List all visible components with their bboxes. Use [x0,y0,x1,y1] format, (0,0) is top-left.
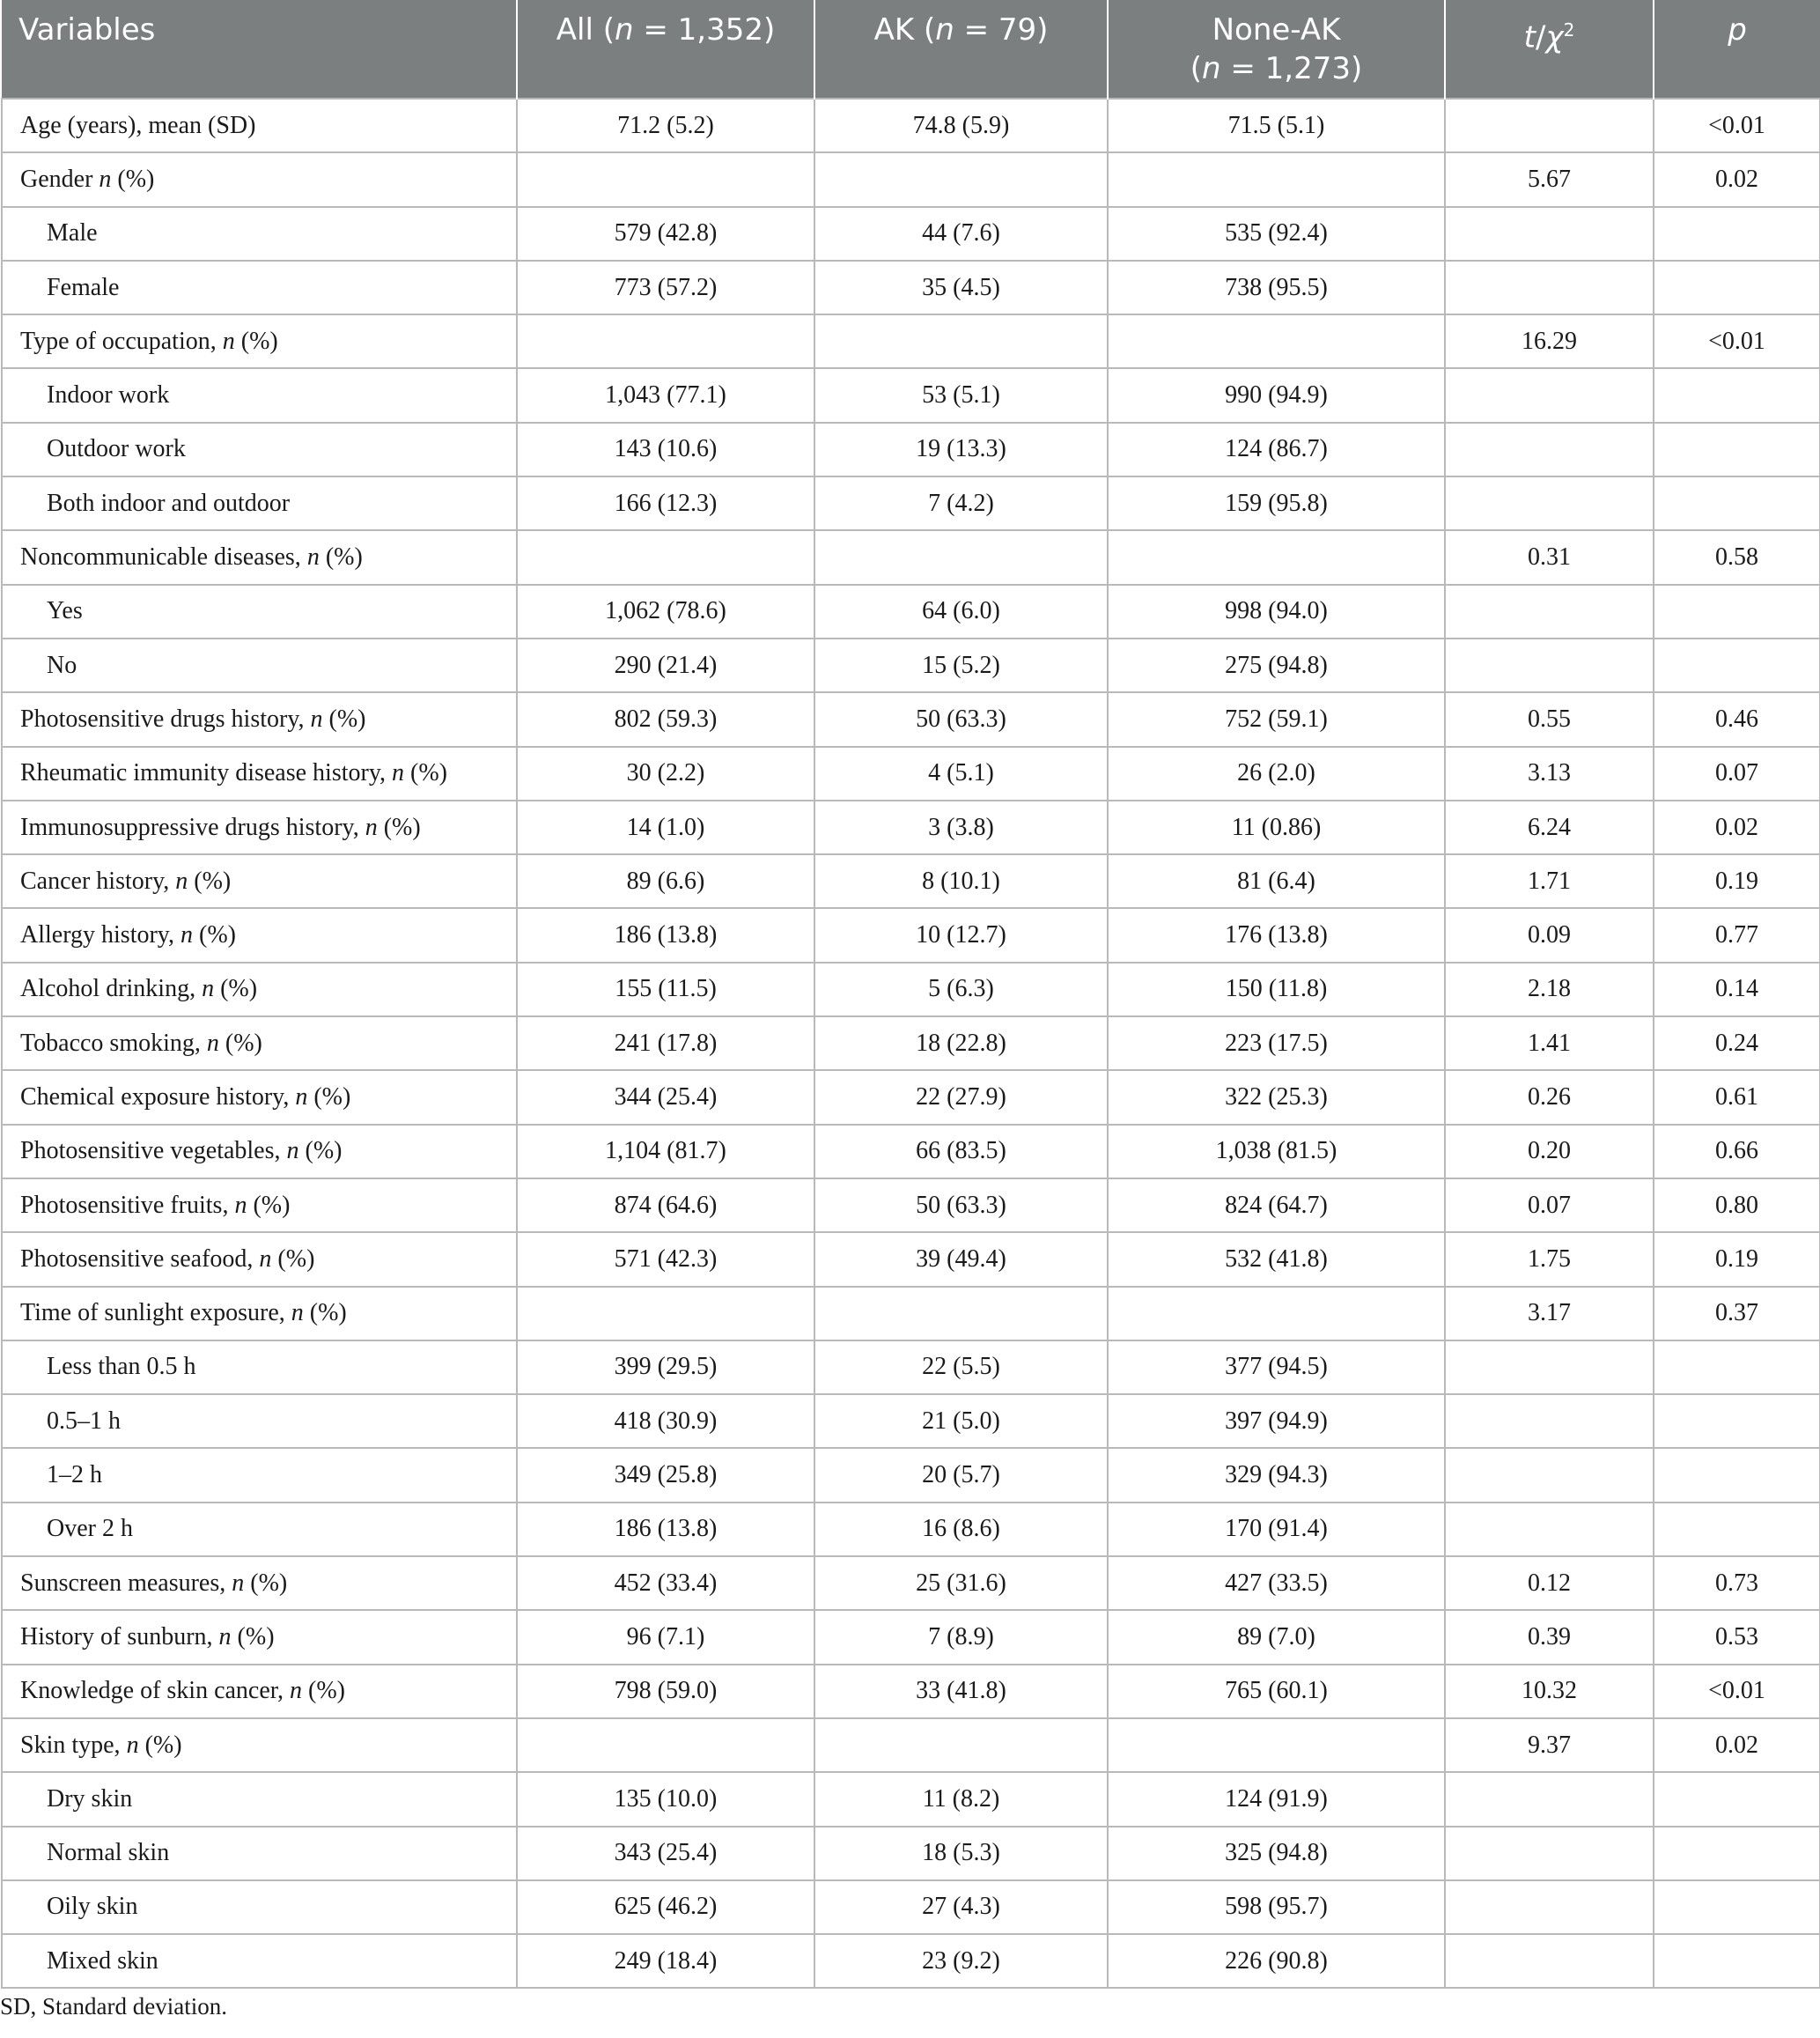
table-row [2,476,1820,530]
ak-cell [814,1718,1108,1772]
none-ak-cell: 598 (95.7) [1108,1880,1445,1934]
all-cell: 249 (18.4) [517,1934,814,1988]
p-value-cell: 0.02 [1654,801,1820,854]
statistic-cell: 0.39 [1445,1610,1654,1664]
header-row [2,0,1820,99]
ak-cell: 74.8 (5.9) [814,99,1108,152]
all-cell [517,314,814,368]
variable-cell: Photosensitive seafood, n (%) [2,1232,517,1286]
statistic-cell [1445,585,1654,639]
table-row [2,1556,1820,1610]
statistic-cell: 5.67 [1445,152,1654,206]
none-ak-cell: 11 (0.86) [1108,801,1445,854]
all-cell: 186 (13.8) [517,908,814,962]
all-cell: 874 (64.6) [517,1178,814,1232]
table-row [2,314,1820,368]
none-ak-cell: 71.5 (5.1) [1108,99,1445,152]
ak-cell: 22 (5.5) [814,1340,1108,1394]
header-ak: AK (n = 79) [814,0,1108,99]
none-ak-cell: 159 (95.8) [1108,476,1445,530]
header-p-value: p [1654,0,1820,99]
p-value-cell: 0.73 [1654,1556,1820,1610]
statistic-cell: 1.75 [1445,1232,1654,1286]
p-value-cell: 0.37 [1654,1287,1820,1340]
table-row [2,1287,1820,1340]
none-ak-cell: 765 (60.1) [1108,1665,1445,1718]
none-ak-cell: 223 (17.5) [1108,1016,1445,1070]
variable-cell: Chemical exposure history, n (%) [2,1070,517,1124]
ak-cell: 21 (5.0) [814,1394,1108,1448]
p-value-cell: <0.01 [1654,1665,1820,1718]
p-value-cell: 0.14 [1654,963,1820,1016]
variable-cell: Photosensitive drugs history, n (%) [2,692,517,746]
ak-cell [814,530,1108,584]
all-cell: 571 (42.3) [517,1232,814,1286]
table-row [2,1232,1820,1286]
ak-cell: 16 (8.6) [814,1503,1108,1556]
ak-cell: 15 (5.2) [814,639,1108,692]
ak-cell: 11 (8.2) [814,1772,1108,1826]
all-cell [517,152,814,206]
variable-cell: Male [2,207,517,261]
variable-cell: Immunosuppressive drugs history, n (%) [2,801,517,854]
p-value-cell [1654,1448,1820,1502]
p-value-cell: 0.24 [1654,1016,1820,1070]
none-ak-cell: 824 (64.7) [1108,1178,1445,1232]
statistic-cell [1445,368,1654,422]
all-cell: 290 (21.4) [517,639,814,692]
none-ak-cell: 170 (91.4) [1108,1503,1445,1556]
variable-cell: Photosensitive fruits, n (%) [2,1178,517,1232]
all-cell: 1,104 (81.7) [517,1125,814,1178]
none-ak-cell: 532 (41.8) [1108,1232,1445,1286]
ak-cell: 22 (27.9) [814,1070,1108,1124]
table-row [2,963,1820,1016]
table-row [2,1827,1820,1880]
table-row [2,1448,1820,1502]
all-cell: 143 (10.6) [517,423,814,476]
all-cell: 579 (42.8) [517,207,814,261]
table-header [2,0,1820,99]
table-row [2,639,1820,692]
table-row [2,1394,1820,1448]
all-cell: 349 (25.8) [517,1448,814,1502]
statistic-cell: 0.09 [1445,908,1654,962]
variable-cell: Oily skin [2,1880,517,1934]
none-ak-cell: 990 (94.9) [1108,368,1445,422]
p-value-cell: 0.77 [1654,908,1820,962]
p-value-cell: 0.61 [1654,1070,1820,1124]
statistic-cell: 0.31 [1445,530,1654,584]
p-value-cell [1654,1503,1820,1556]
none-ak-cell: 535 (92.4) [1108,207,1445,261]
none-ak-cell: 427 (33.5) [1108,1556,1445,1610]
ak-cell: 64 (6.0) [814,585,1108,639]
p-value-cell [1654,1880,1820,1934]
p-value-cell [1654,261,1820,314]
none-ak-cell [1108,1287,1445,1340]
all-cell: 241 (17.8) [517,1016,814,1070]
none-ak-cell: 176 (13.8) [1108,908,1445,962]
table-row [2,1340,1820,1394]
table-row [2,585,1820,639]
none-ak-cell: 738 (95.5) [1108,261,1445,314]
none-ak-cell: 150 (11.8) [1108,963,1445,1016]
all-cell: 96 (7.1) [517,1610,814,1664]
p-value-cell: 0.19 [1654,1232,1820,1286]
p-value-cell [1654,476,1820,530]
all-cell [517,1718,814,1772]
all-cell: 1,043 (77.1) [517,368,814,422]
statistic-cell: 10.32 [1445,1665,1654,1718]
header-variables: Variables [2,0,517,99]
table-row [2,1665,1820,1718]
ak-cell: 8 (10.1) [814,854,1108,908]
statistic-cell: 0.07 [1445,1178,1654,1232]
ak-cell: 10 (12.7) [814,908,1108,962]
header-none-ak: None-AK (n = 1,273) [1108,0,1445,99]
statistic-cell [1445,423,1654,476]
variable-cell: Photosensitive vegetables, n (%) [2,1125,517,1178]
variable-cell: Rheumatic immunity disease history, n (%) [2,747,517,801]
all-cell: 14 (1.0) [517,801,814,854]
none-ak-cell [1108,314,1445,368]
p-value-cell: 0.02 [1654,1718,1820,1772]
all-cell: 452 (33.4) [517,1556,814,1610]
p-value-cell: 0.80 [1654,1178,1820,1232]
ak-cell: 7 (8.9) [814,1610,1108,1664]
variable-cell: Over 2 h [2,1503,517,1556]
none-ak-cell: 322 (25.3) [1108,1070,1445,1124]
table-row [2,854,1820,908]
variable-cell: Noncommunicable diseases, n (%) [2,530,517,584]
p-value-cell: 0.58 [1654,530,1820,584]
statistic-cell [1445,207,1654,261]
table-row [2,530,1820,584]
table-row [2,908,1820,962]
p-value-cell [1654,1827,1820,1880]
ak-cell: 33 (41.8) [814,1665,1108,1718]
ak-cell: 50 (63.3) [814,692,1108,746]
all-cell: 166 (12.3) [517,476,814,530]
none-ak-cell: 275 (94.8) [1108,639,1445,692]
statistic-cell [1445,1934,1654,1988]
statistic-cell [1445,1503,1654,1556]
ak-cell: 20 (5.7) [814,1448,1108,1502]
ak-cell: 53 (5.1) [814,368,1108,422]
p-value-cell: 0.07 [1654,747,1820,801]
variable-cell: Indoor work [2,368,517,422]
statistic-cell: 0.20 [1445,1125,1654,1178]
variable-cell: Mixed skin [2,1934,517,1988]
ak-cell [814,1287,1108,1340]
variable-cell: Sunscreen measures, n (%) [2,1556,517,1610]
ak-cell: 35 (4.5) [814,261,1108,314]
statistic-cell: 9.37 [1445,1718,1654,1772]
p-value-cell [1654,1934,1820,1988]
p-value-cell [1654,639,1820,692]
table-row [2,261,1820,314]
statistic-cell [1445,1772,1654,1826]
none-ak-cell [1108,152,1445,206]
all-cell: 773 (57.2) [517,261,814,314]
p-value-cell [1654,1394,1820,1448]
all-cell: 155 (11.5) [517,963,814,1016]
variable-cell: Tobacco smoking, n (%) [2,1016,517,1070]
table-row [2,1880,1820,1934]
variable-cell: 0.5–1 h [2,1394,517,1448]
variable-cell: 1–2 h [2,1448,517,1502]
variable-cell: Age (years), mean (SD) [2,99,517,152]
variable-cell: History of sunburn, n (%) [2,1610,517,1664]
ak-cell: 27 (4.3) [814,1880,1108,1934]
all-cell [517,530,814,584]
statistic-cell: 0.12 [1445,1556,1654,1610]
statistic-cell [1445,99,1654,152]
all-cell: 798 (59.0) [517,1665,814,1718]
variable-cell: Gender n (%) [2,152,517,206]
variable-cell: Yes [2,585,517,639]
variable-cell: Female [2,261,517,314]
all-cell: 135 (10.0) [517,1772,814,1826]
table-row [2,423,1820,476]
variable-cell: Dry skin [2,1772,517,1826]
statistic-cell [1445,639,1654,692]
table-row [2,1503,1820,1556]
ak-cell: 23 (9.2) [814,1934,1108,1988]
ak-cell: 18 (22.8) [814,1016,1108,1070]
all-cell [517,1287,814,1340]
variable-cell: Time of sunlight exposure, n (%) [2,1287,517,1340]
variable-cell: Type of occupation, n (%) [2,314,517,368]
variable-cell: Knowledge of skin cancer, n (%) [2,1665,517,1718]
variable-cell: Outdoor work [2,423,517,476]
header-statistic: $t/\chi^2$ [1445,0,1654,99]
table-row [2,1016,1820,1070]
statistic-cell: 1.71 [1445,854,1654,908]
all-cell: 343 (25.4) [517,1827,814,1880]
ak-cell: 19 (13.3) [814,423,1108,476]
all-cell: 1,062 (78.6) [517,585,814,639]
none-ak-cell: 752 (59.1) [1108,692,1445,746]
ak-cell: 50 (63.3) [814,1178,1108,1232]
ak-cell [814,152,1108,206]
statistic-cell: 0.55 [1445,692,1654,746]
none-ak-cell: 124 (91.9) [1108,1772,1445,1826]
ak-cell [814,314,1108,368]
none-ak-cell [1108,530,1445,584]
table-row [2,801,1820,854]
statistic-cell: 16.29 [1445,314,1654,368]
none-ak-cell: 998 (94.0) [1108,585,1445,639]
table-row [2,368,1820,422]
statistic-cell [1445,1827,1654,1880]
p-value-cell [1654,585,1820,639]
ak-cell: 25 (31.6) [814,1556,1108,1610]
p-value-cell: 0.02 [1654,152,1820,206]
ak-cell: 18 (5.3) [814,1827,1108,1880]
table-row [2,1772,1820,1826]
none-ak-cell: 26 (2.0) [1108,747,1445,801]
statistic-cell: 2.18 [1445,963,1654,1016]
variable-cell: Both indoor and outdoor [2,476,517,530]
table-row [2,747,1820,801]
all-cell: 89 (6.6) [517,854,814,908]
p-value-cell: <0.01 [1654,314,1820,368]
statistic-cell [1445,1340,1654,1394]
variable-cell: Skin type, n (%) [2,1718,517,1772]
none-ak-cell: 329 (94.3) [1108,1448,1445,1502]
statistic-cell: 3.13 [1445,747,1654,801]
ak-cell: 7 (4.2) [814,476,1108,530]
characteristics-table [1,0,1820,1989]
all-cell: 418 (30.9) [517,1394,814,1448]
none-ak-cell: 226 (90.8) [1108,1934,1445,1988]
table-row [2,1070,1820,1124]
none-ak-cell: 397 (94.9) [1108,1394,1445,1448]
none-ak-cell: 325 (94.8) [1108,1827,1445,1880]
statistic-cell: 0.26 [1445,1070,1654,1124]
p-value-cell [1654,1772,1820,1826]
all-cell: 344 (25.4) [517,1070,814,1124]
none-ak-cell: 89 (7.0) [1108,1610,1445,1664]
p-value-cell [1654,1340,1820,1394]
all-cell: 30 (2.2) [517,747,814,801]
table-row [2,152,1820,206]
ak-cell: 3 (3.8) [814,801,1108,854]
p-value-cell: 0.46 [1654,692,1820,746]
ak-cell: 44 (7.6) [814,207,1108,261]
table-row [2,1610,1820,1664]
table-row [2,1178,1820,1232]
statistic-cell [1445,476,1654,530]
all-cell: 625 (46.2) [517,1880,814,1934]
none-ak-cell: 124 (86.7) [1108,423,1445,476]
table-row [2,1934,1820,1988]
variable-cell: No [2,639,517,692]
p-value-cell: <0.01 [1654,99,1820,152]
statistic-cell: 1.41 [1445,1016,1654,1070]
none-ak-cell: 81 (6.4) [1108,854,1445,908]
all-cell: 71.2 (5.2) [517,99,814,152]
variable-cell: Alcohol drinking, n (%) [2,963,517,1016]
p-value-cell [1654,423,1820,476]
all-cell: 399 (29.5) [517,1340,814,1394]
none-ak-cell [1108,1718,1445,1772]
table-row [2,1718,1820,1772]
p-value-cell: 0.19 [1654,854,1820,908]
p-value-cell: 0.66 [1654,1125,1820,1178]
statistic-cell [1445,1394,1654,1448]
none-ak-cell: 1,038 (81.5) [1108,1125,1445,1178]
variable-cell: Allergy history, n (%) [2,908,517,962]
header-all: All (n = 1,352) [517,0,814,99]
table-body [2,99,1820,1988]
ak-cell: 39 (49.4) [814,1232,1108,1286]
statistic-cell [1445,261,1654,314]
variable-cell: Less than 0.5 h [2,1340,517,1394]
table-row [2,1125,1820,1178]
variable-cell: Normal skin [2,1827,517,1880]
statistic-cell [1445,1880,1654,1934]
p-value-cell: 0.53 [1654,1610,1820,1664]
all-cell: 802 (59.3) [517,692,814,746]
table-row [2,692,1820,746]
table-row [2,207,1820,261]
none-ak-cell: 377 (94.5) [1108,1340,1445,1394]
ak-cell: 66 (83.5) [814,1125,1108,1178]
ak-cell: 4 (5.1) [814,747,1108,801]
footnote: SD, Standard deviation. [0,1993,227,2020]
statistic-cell: 6.24 [1445,801,1654,854]
p-value-cell [1654,207,1820,261]
p-value-cell [1654,368,1820,422]
statistic-cell: 3.17 [1445,1287,1654,1340]
table-row [2,99,1820,152]
statistic-cell [1445,1448,1654,1502]
ak-cell: 5 (6.3) [814,963,1108,1016]
variable-cell: Cancer history, n (%) [2,854,517,908]
all-cell: 186 (13.8) [517,1503,814,1556]
